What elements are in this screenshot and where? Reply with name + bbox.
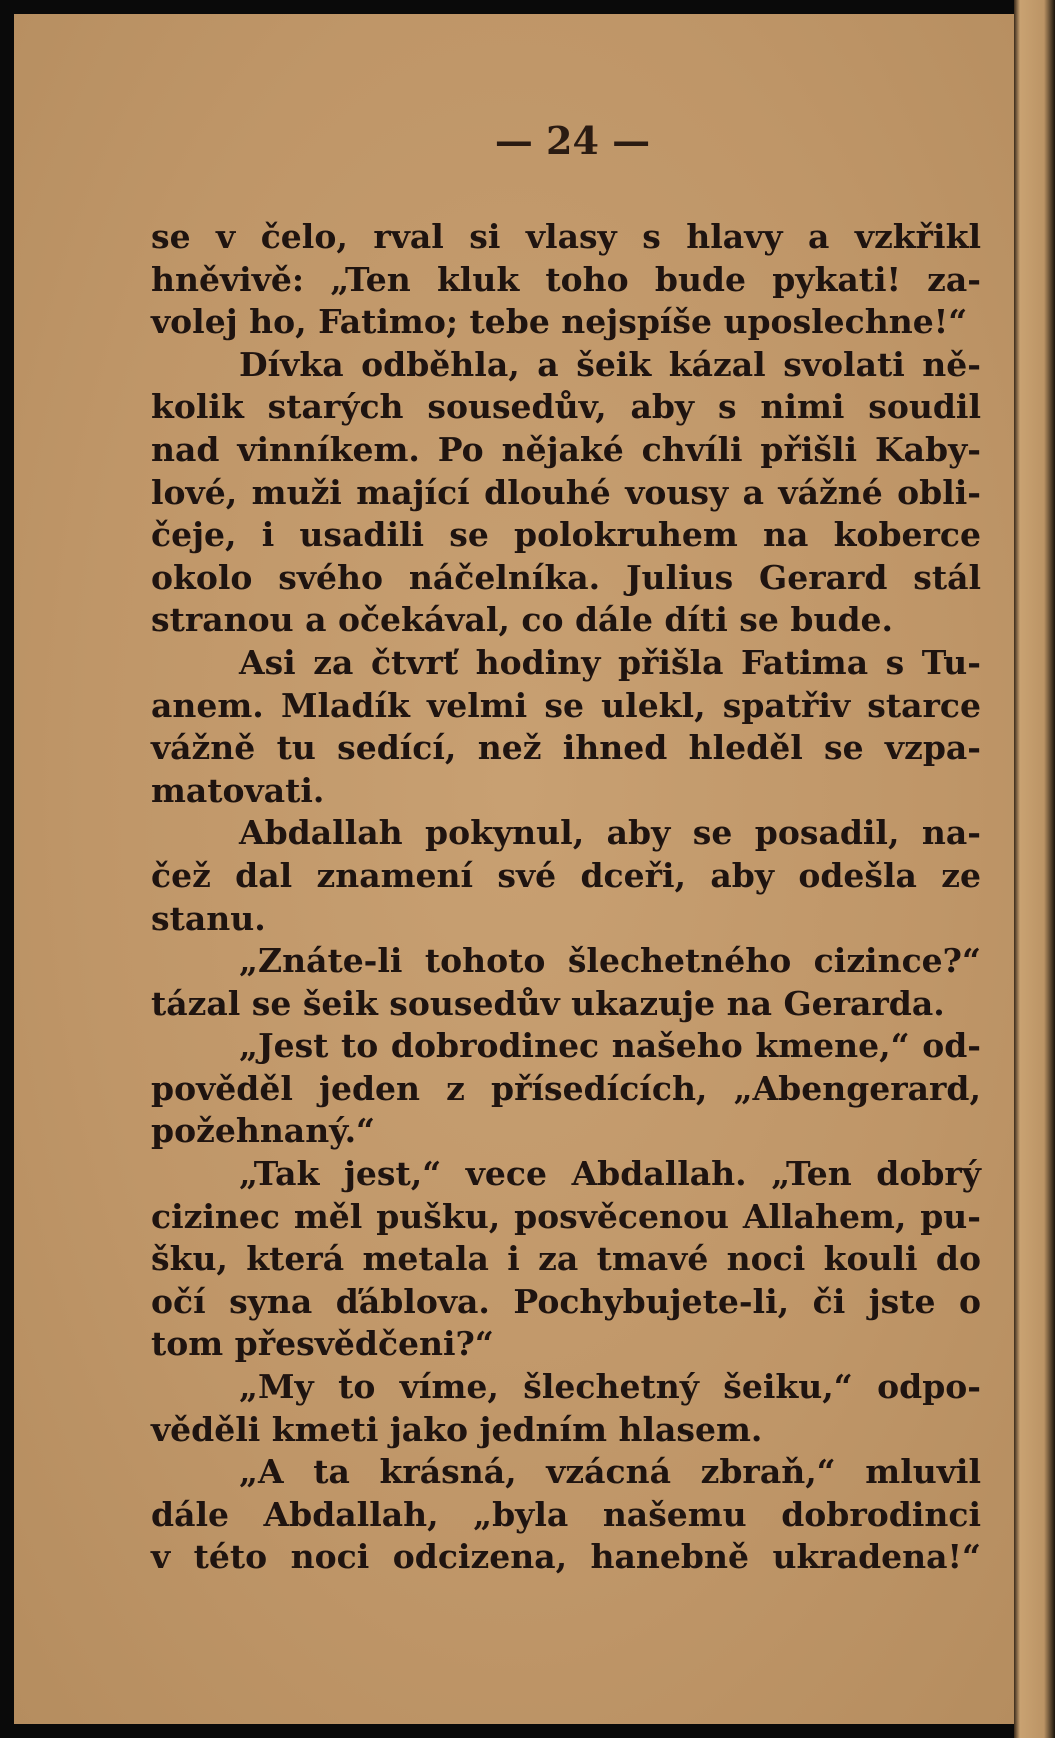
text-line: lové, muži mající dlouhé vousy a vážné obli- — [151, 472, 981, 512]
text-line: čeje, i usadili se polokruhem na koberce — [151, 515, 981, 555]
text-line: „My to víme, šlechetný šeiku,“ odpo- — [239, 1367, 981, 1407]
text-line: očí syna ďáblova. Pochybujete-li, či jste o — [151, 1281, 981, 1321]
text-line: v této noci odcizena, hanebně ukradena!“ — [151, 1537, 981, 1577]
text-line: čež dal znamení své dceři, aby odešla ze — [151, 855, 981, 895]
text-line: dále Abdallah, „byla našemu dobrodinci — [151, 1494, 981, 1534]
text-line: anem. Mladík velmi se ulekl, spatřiv starce — [151, 685, 981, 725]
text-line: stranou a očekával, co dále díti se bude. — [151, 600, 894, 640]
text-line: „Tak jest,“ vece Abdallah. „Ten dobrý — [239, 1154, 981, 1194]
book-spine — [1014, 0, 1055, 1738]
text-line: „Jest to dobrodinec našeho kmene,“ od- — [239, 1026, 981, 1066]
text-line: se v čelo, rval si vlasy s hlavy a vzkřikl — [151, 217, 981, 256]
text-line: volej ho, Fatimo; tebe nejspíše uposlechne!“ — [151, 302, 968, 342]
text-line: šku, která metala i za tmavé noci kouli do — [151, 1239, 981, 1279]
text-line: Asi za čtvrť hodiny přišla Fatima s Tu- — [239, 642, 981, 682]
page-number: — 24 — — [494, 118, 651, 163]
text-line: Dívka odběhla, a šeik kázal svolati ně- — [239, 344, 981, 384]
text-line: vážně tu sedící, než ihned hleděl se vzpa- — [151, 728, 981, 768]
text-line: matovati. — [151, 770, 325, 810]
text-line: hněvivě: „Ten kluk toho bude pykati! za- — [151, 259, 981, 299]
text-line: „A ta krásná, vzácná zbraň,“ mluvil — [239, 1452, 981, 1492]
text-line: požehnaný.“ — [151, 1111, 376, 1151]
text-line: „Znáte-li tohoto šlechetného cizince?“ — [239, 941, 981, 981]
text-line: tom přesvědčeni?“ — [151, 1324, 494, 1364]
page-text — [151, 216, 981, 1579]
text-line: okolo svého náčelníka. Julius Gerard stál — [151, 557, 981, 597]
text-line: pověděl jeden z přísedících, „Abengerard, — [151, 1068, 981, 1108]
text-line: Abdallah pokynul, aby se posadil, na- — [239, 813, 981, 853]
text-line: tázal se šeik sousedův ukazuje na Gerarda. — [151, 983, 945, 1023]
text-line: kolik starých sousedův, aby s nimi soudil — [151, 387, 981, 427]
text-line: stanu. — [151, 898, 266, 938]
text-line: nad vinníkem. Po nějaké chvíli přišli Kaby- — [151, 429, 981, 469]
text-line: cizinec měl pušku, posvěcenou Allahem, pu- — [151, 1196, 981, 1236]
text-line: věděli kmeti jako jedním hlasem. — [151, 1409, 763, 1449]
